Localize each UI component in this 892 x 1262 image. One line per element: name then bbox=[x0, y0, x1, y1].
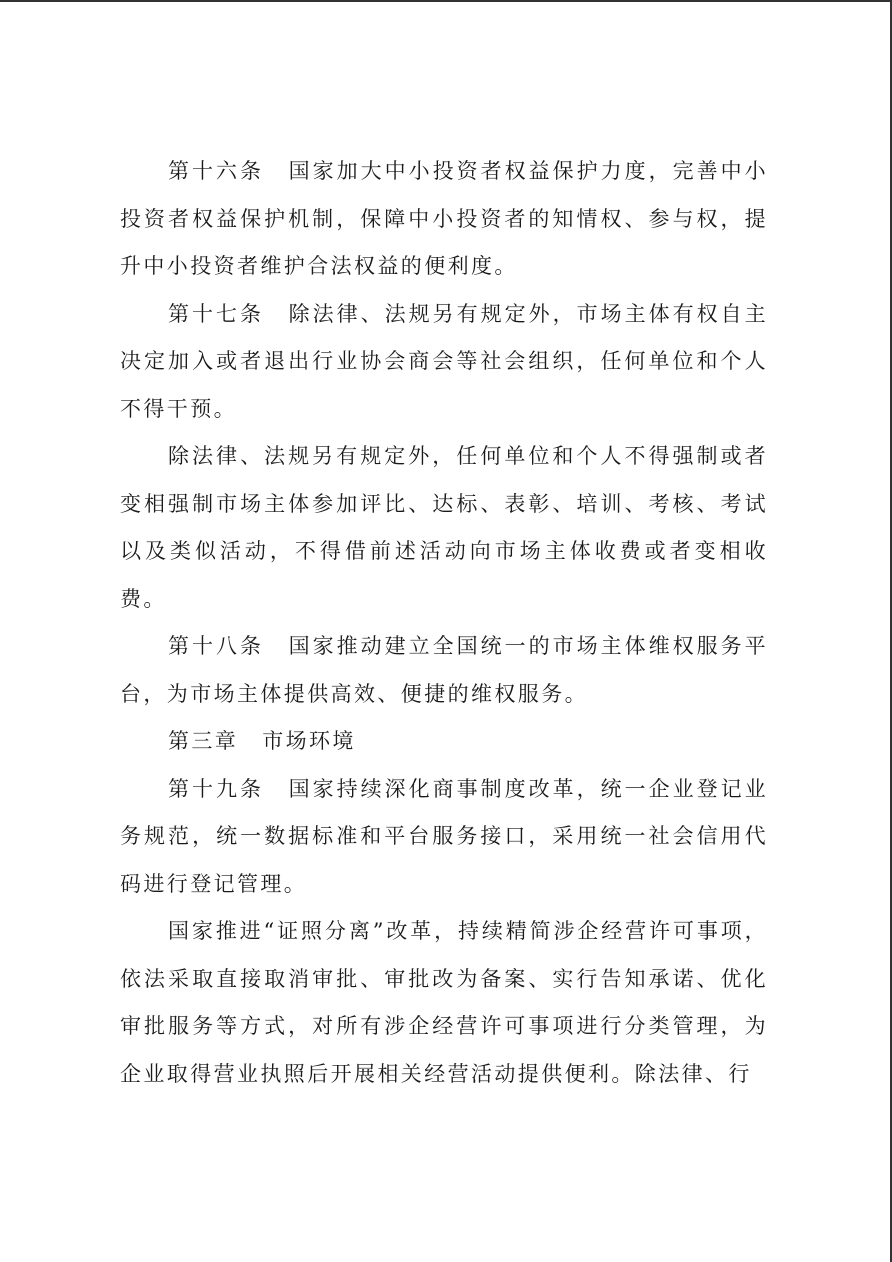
chapter-3-heading bbox=[120, 718, 768, 766]
article-heading: 第十九条 bbox=[168, 776, 264, 801]
article-text: 国家持续深化商事制度改革，统一企业登记业务规范，统一数据标准和平台服务接口，采用统一社会信用代码进行登记管理。 bbox=[120, 776, 768, 896]
article-text: 国家推动建立全国统一的市场主体维权服务平台，为市场主体提供高效、便捷的维权服务。 bbox=[120, 634, 768, 706]
article-heading: 第十七条 bbox=[168, 301, 264, 326]
article-text: 国家推进“证照分离”改革，持续精简涉企经营许可事项，依法采取直接取消审批、审批改为备案、实行告知承诺、优化审批服务等方式，对所有涉企经营许可事项进行分类管理，为企业取得营业执照后开展相关经营活动提供便利。除法律、行 bbox=[120, 919, 768, 1086]
article-17-paragraph bbox=[120, 291, 768, 434]
article-18-paragraph bbox=[120, 623, 768, 718]
chapter-number: 第三章 bbox=[168, 729, 239, 753]
article-text: 除法律、法规另有规定外，任何单位和个人不得强制或者变相强制市场主体参加评比、达标、表彰、培训、考核、考试以及类似活动，不得借前述活动向市场主体收费或者变相收费。 bbox=[120, 444, 768, 611]
article-heading: 第十八条 bbox=[168, 634, 264, 658]
article-19-paragraph bbox=[120, 766, 768, 909]
article-19-clause-2-paragraph bbox=[120, 908, 768, 1098]
document-body bbox=[120, 148, 768, 1098]
article-heading: 第十六条 bbox=[168, 159, 264, 183]
article-text: 国家加大中小投资者权益保护力度，完善中小投资者权益保护机制，保障中小投资者的知情权、参与权，提升中小投资者维护合法权益的便利度。 bbox=[120, 159, 768, 278]
article-16-paragraph bbox=[120, 148, 768, 291]
page-top-border bbox=[0, 0, 892, 2]
article-17-clause-2-paragraph bbox=[120, 433, 768, 623]
article-text: 除法律、法规另有规定外，市场主体有权自主决定加入或者退出行业协会商会等社会组织，任何单位和个人不得干预。 bbox=[120, 301, 768, 421]
chapter-title: 市场环境 bbox=[262, 729, 356, 753]
